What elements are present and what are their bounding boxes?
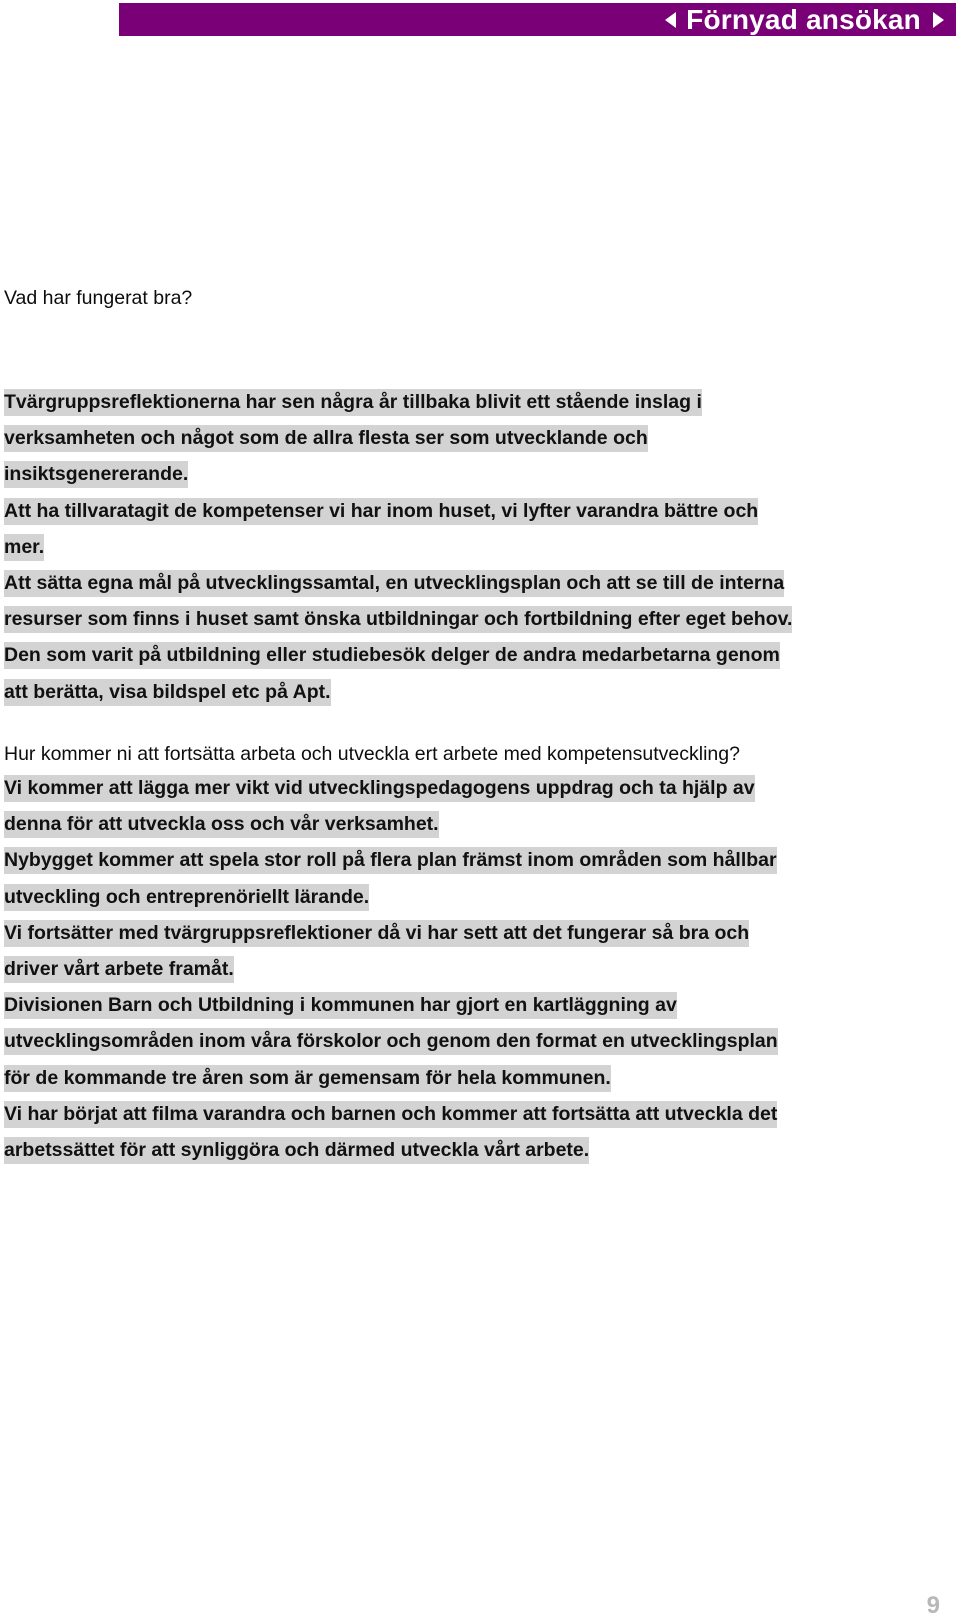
- next-arrow-icon[interactable]: [933, 12, 944, 28]
- answer-line: Nybygget kommer att spela stor roll på flera plan främst inom områden som hållbar: [4, 842, 944, 878]
- answer-line: Att sätta egna mål på utvecklingssamtal, en utvecklingsplan och att se till de interna: [4, 565, 944, 601]
- page-number: 9: [926, 1592, 940, 1619]
- answer-line: Tvärgruppsreflektionerna har sen några år tillbaka blivit ett stående inslag i: [4, 384, 944, 420]
- answer-line: arbetssättet för att synliggöra och därmed utveckla vårt arbete.: [4, 1132, 944, 1168]
- header-title: Förnyad ansökan: [686, 4, 921, 35]
- answer-line: att berätta, visa bildspel etc på Apt.: [4, 674, 944, 710]
- answer-continue-development: [4, 770, 944, 1168]
- answer-line: Vi har börjat att filma varandra och barnen och kommer att fortsätta att utveckla det: [4, 1096, 944, 1132]
- question-what-worked: Vad har fungerat bra?: [4, 287, 193, 309]
- answer-line: Att ha tillvaratagit de kompetenser vi har inom huset, vi lyfter varandra bättre och: [4, 493, 944, 529]
- answer-line: resurser som finns i huset samt önska utbildningar och fortbildning efter eget behov.: [4, 601, 944, 637]
- answer-what-worked: [4, 384, 944, 710]
- answer-line: Divisionen Barn och Utbildning i kommunen har gjort en kartläggning av: [4, 987, 944, 1023]
- header-bar: [119, 3, 956, 36]
- previous-arrow-icon[interactable]: [665, 12, 676, 28]
- answer-line: driver vårt arbete framåt.: [4, 951, 944, 987]
- answer-line: verksamheten och något som de allra flesta ser som utvecklande och: [4, 420, 944, 456]
- answer-line: Den som varit på utbildning eller studiebesök delger de andra medarbetarna genom: [4, 637, 944, 673]
- answer-line: för de kommande tre åren som är gemensam för hela kommunen.: [4, 1060, 944, 1096]
- question-continue-development: Hur kommer ni att fortsätta arbeta och utveckla ert arbete med kompetensutveckling?: [4, 743, 740, 765]
- answer-line: mer.: [4, 529, 944, 565]
- answer-line: utveckling och entreprenöriellt lärande.: [4, 879, 944, 915]
- answer-line: insiktsgenererande.: [4, 456, 944, 492]
- answer-line: Vi kommer att lägga mer vikt vid utvecklingspedagogens uppdrag och ta hjälp av: [4, 770, 944, 806]
- answer-line: denna för att utveckla oss och vår verksamhet.: [4, 806, 944, 842]
- answer-line: utvecklingsområden inom våra förskolor och genom den format en utvecklingsplan: [4, 1023, 944, 1059]
- answer-line: Vi fortsätter med tvärgruppsreflektioner då vi har sett att det fungerar så bra och: [4, 915, 944, 951]
